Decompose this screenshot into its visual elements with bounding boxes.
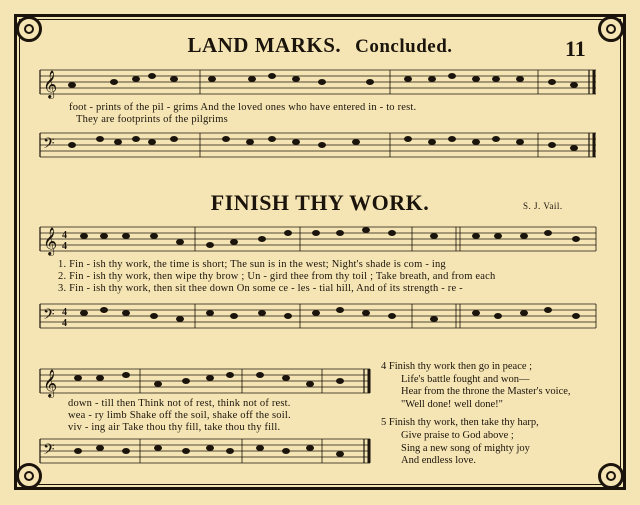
- svg-text:𝄢: 𝄢: [43, 306, 55, 326]
- hymn-system2-treble-staff: [40, 367, 375, 397]
- hymn-system2-treble-notes: [74, 372, 344, 387]
- page-title: [0, 33, 640, 58]
- land-marks-bass-staff: [40, 131, 600, 161]
- title-main: LAND MARKS.: [187, 33, 342, 57]
- verse4-line3: Hear from the throne the Master's voice,: [401, 386, 571, 398]
- verse5-line1: 5 Finish thy work, then take thy harp,: [381, 417, 539, 429]
- page-number: 11: [565, 36, 586, 61]
- verse5-line3: Sing a new song of mighty joy: [401, 442, 530, 454]
- title-subtitle: Concluded.: [355, 36, 453, 57]
- verse4-line2: Life's battle fought and won—: [401, 373, 530, 385]
- hymn-extra-verses: [381, 361, 571, 468]
- svg-text:𝄞: 𝄞: [43, 72, 58, 98]
- land-marks-lyric-2: They are footprints of the pilgrims: [76, 114, 228, 125]
- svg-text:𝄞: 𝄞: [43, 371, 58, 397]
- land-marks-bass-notes: [68, 136, 578, 151]
- corner-ornament-bottom-left: [16, 463, 42, 489]
- land-marks-treble-staff: [40, 68, 600, 98]
- verse5-line4: And endless love.: [401, 455, 476, 467]
- verse4-line1: 4 Finish thy work then go in peace ;: [381, 361, 533, 372]
- verse5-line2: Give praise to God above ;: [401, 429, 514, 441]
- hymn-system1-treble-staff: [40, 225, 600, 255]
- svg-text:𝄢: 𝄢: [43, 135, 55, 155]
- verse4-line4: "Well done! well done!": [401, 398, 503, 410]
- hymn-s1-verse1: 1. Fin - ish thy work, the time is short; The sun is in the west; Night's shade is com - ing: [58, 259, 446, 270]
- hymn-system1-bass-staff: [40, 302, 600, 332]
- hymn-system1-bass-notes: [80, 307, 580, 322]
- hymn-title: FINISH THY WORK.: [210, 190, 430, 215]
- hymn-system2-bass-staff: [40, 437, 375, 467]
- svg-text:4: 4: [62, 241, 67, 252]
- hymn-s2-verse2: wea - ry limb Shake off the soil, shake off the soil.: [68, 410, 291, 421]
- hymn-s1-verse3: 3. Fin - ish thy work, then sit thee down On some ce - les - tial hill, And of its strength - re -: [58, 283, 463, 294]
- hymn-s2-verse1: down - till then Think not of rest, think not of rest.: [68, 398, 291, 409]
- hymn-s2-verse3: viv - ing air Take thou thy fill, take thou thy fill.: [68, 422, 281, 433]
- svg-text:4: 4: [62, 230, 67, 241]
- land-marks-treble-notes: [68, 73, 578, 88]
- svg-text:𝄞: 𝄞: [43, 229, 58, 255]
- hymn-s1-verse2: 2. Fin - ish thy work, then wipe thy brow ; Un - gird thee from thy toil ; Take breath, and from each: [58, 271, 496, 282]
- svg-text:4: 4: [62, 318, 67, 329]
- hymn-composer: S. J. Vail.: [523, 201, 563, 211]
- land-marks-lyric-1: foot - prints of the pil - grims And the loved ones who have entered in - to rest.: [69, 102, 417, 113]
- svg-text:𝄢: 𝄢: [43, 441, 55, 461]
- svg-text:4: 4: [62, 307, 67, 318]
- corner-ornament-bottom-right: [598, 463, 624, 489]
